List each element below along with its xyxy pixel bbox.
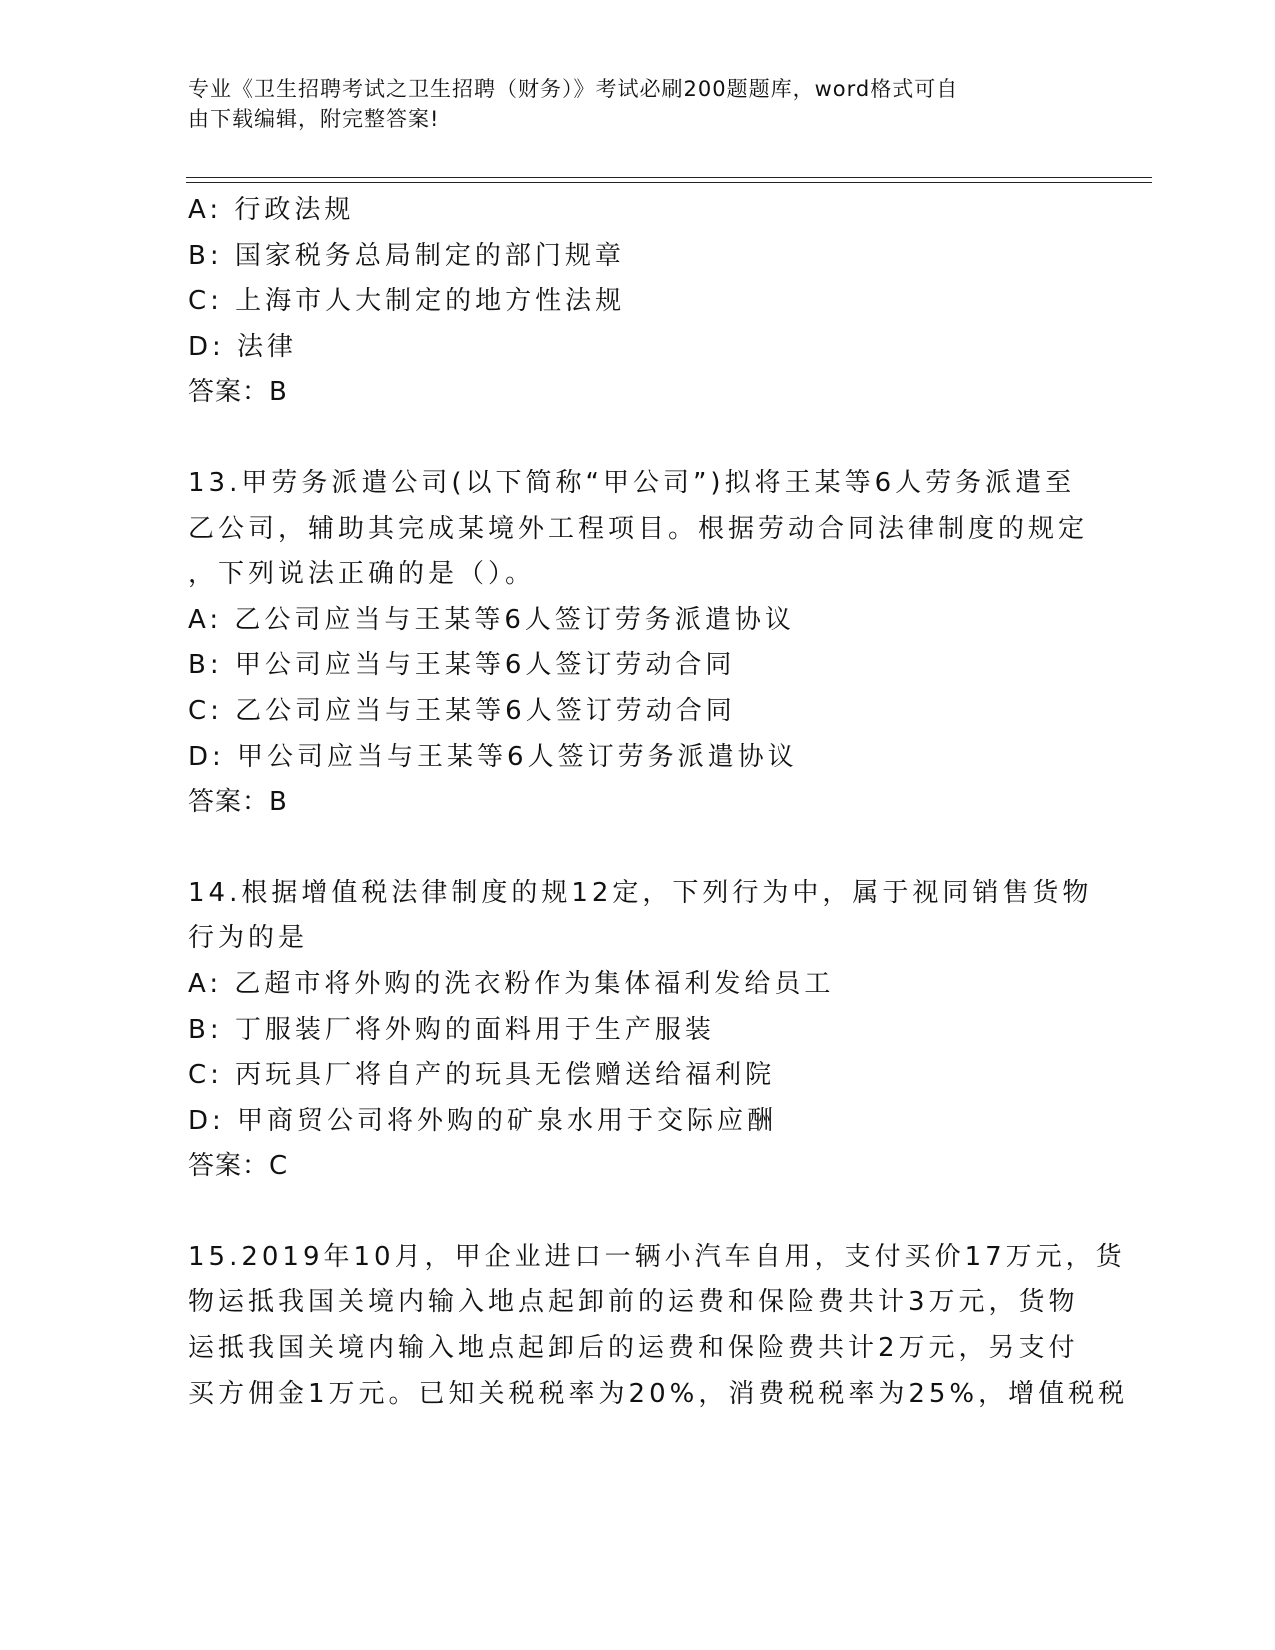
question-stem: 买方佣金1万元。已知关税税率为20%，消费税税率为25%，增值税税 — [188, 1378, 1129, 1409]
option-d: D: 甲商贸公司将外购的矿泉水用于交际应酬 — [188, 1105, 778, 1136]
question-14 — [188, 871, 1093, 1190]
header-line: 由下载编辑，附完整答案! — [188, 107, 440, 131]
answer: 答案：B — [188, 787, 288, 818]
header-divider — [186, 177, 1152, 178]
option-a: A: 行政法规 — [188, 195, 355, 225]
header-line: 专业《卫生招聘考试之卫生招聘（财务）》考试必刷200题题库，word格式可自 — [188, 77, 959, 101]
question-list — [188, 188, 1129, 1417]
question-13 — [188, 461, 1088, 826]
header-divider — [186, 182, 1152, 183]
question-stem: 行为的是 — [188, 923, 309, 954]
question-stem: 物运抵我国关境内输入地点起卸前的运费和保险费共计3万元，货物 — [188, 1287, 1079, 1318]
option-c: C: 上海市人大制定的地方性法规 — [188, 286, 626, 317]
question-stem: 乙公司，辅助其完成某境外工程项目。根据劳动合同法律制度的规定 — [188, 513, 1089, 544]
question-stem: 运抵我国关境内输入地点起卸后的运费和保险费共计2万元，另支付 — [188, 1333, 1079, 1364]
answer: 答案：C — [188, 1151, 289, 1182]
document-header — [188, 74, 1068, 134]
answer: 答案：B — [188, 377, 288, 408]
option-a: A: 乙公司应当与王某等6人签订劳务派遣协议 — [188, 604, 795, 635]
question-stem: ，下列说法正确的是（）。 — [188, 559, 536, 590]
question-15 — [188, 1235, 1129, 1417]
question-stem: 13.甲劳务派遣公司(以下简称“甲公司”)拟将王某等6人劳务派遣至 — [188, 467, 1076, 498]
option-b: B: 甲公司应当与王某等6人签订劳动合同 — [188, 650, 736, 681]
option-c: C: 乙公司应当与王某等6人签订劳动合同 — [188, 695, 736, 726]
option-d: D: 法律 — [188, 331, 298, 362]
question-12 — [188, 188, 1088, 416]
option-b: B: 国家税务总局制定的部门规章 — [188, 240, 625, 271]
question-stem: 14.根据增值税法律制度的规12定，下列行为中，属于视同销售货物 — [188, 877, 1093, 908]
question-stem: 15.2019年10月，甲企业进口一辆小汽车自用，支付买价17万元，货 — [188, 1241, 1126, 1272]
option-d: D: 甲公司应当与王某等6人签订劳务派遣协议 — [188, 741, 798, 772]
option-a: A: 乙超市将外购的洗衣粉作为集体福利发给员工 — [188, 968, 835, 999]
option-b: B: 丁服装厂将外购的面料用于生产服装 — [188, 1014, 715, 1045]
option-c: C: 丙玩具厂将自产的玩具无偿赠送给福利院 — [188, 1060, 776, 1091]
